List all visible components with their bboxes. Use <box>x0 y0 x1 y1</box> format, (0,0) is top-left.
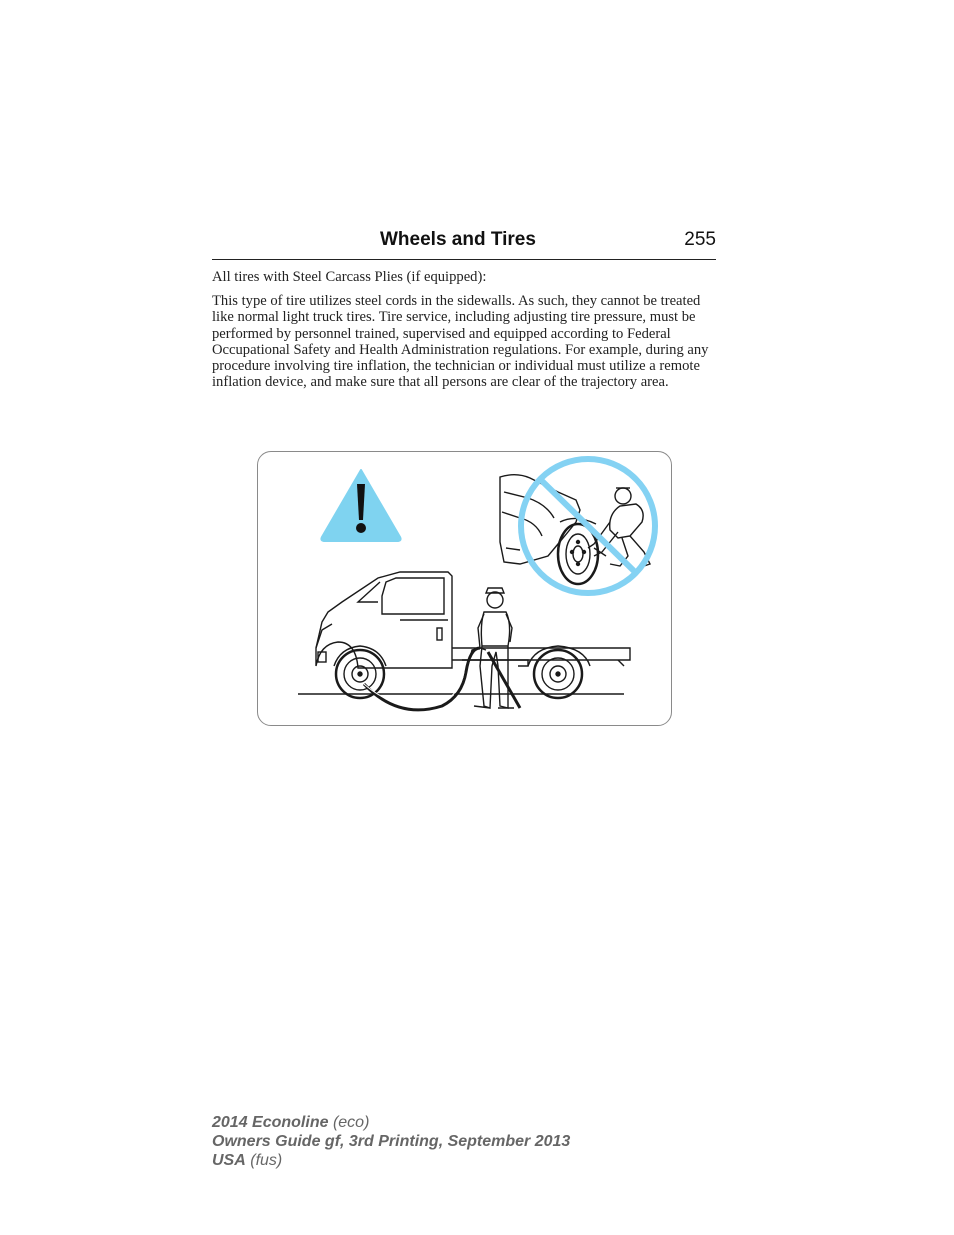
paragraph-steel-carcass: This type of tire utilizes steel cords in the sidewalls. As such, they cannot be treated like normal light truck tires. Tire service, including adjusting tire pressure, must be performed by personnel trained, supervised and equipped according to Federal Occupational Safety and Health Administration regulations. For example, during any procedure involving tire inflation, the technician or individual must utilize a remote inflation device, and make sure that all persons are clear of the trajectory area. <box>212 293 709 391</box>
footer-model: 2014 Econoline <box>212 1114 329 1131</box>
footer-market: USA <box>212 1152 246 1169</box>
paragraph-intro: All tires with Steel Carcass Plies (if equipped): <box>212 269 487 285</box>
footer-market-code: (fus) <box>250 1152 283 1169</box>
section-title: Wheels and Tires <box>380 229 536 250</box>
page-number: 255 <box>684 229 716 250</box>
footer-line-3 <box>212 1151 570 1170</box>
page-footer <box>212 1113 570 1170</box>
illustration-drawing <box>258 452 673 727</box>
footer-model-code: (eco) <box>332 1114 370 1131</box>
header-divider <box>212 259 716 260</box>
warning-triangle-icon <box>321 470 400 541</box>
footer-printing: Owners Guide gf, 3rd Printing, September 2013 <box>212 1133 571 1150</box>
footer-line-2 <box>212 1132 570 1151</box>
footer-line-1 <box>212 1113 570 1132</box>
tire-inflation-illustration <box>257 451 672 726</box>
prohibition-icon <box>521 459 655 593</box>
